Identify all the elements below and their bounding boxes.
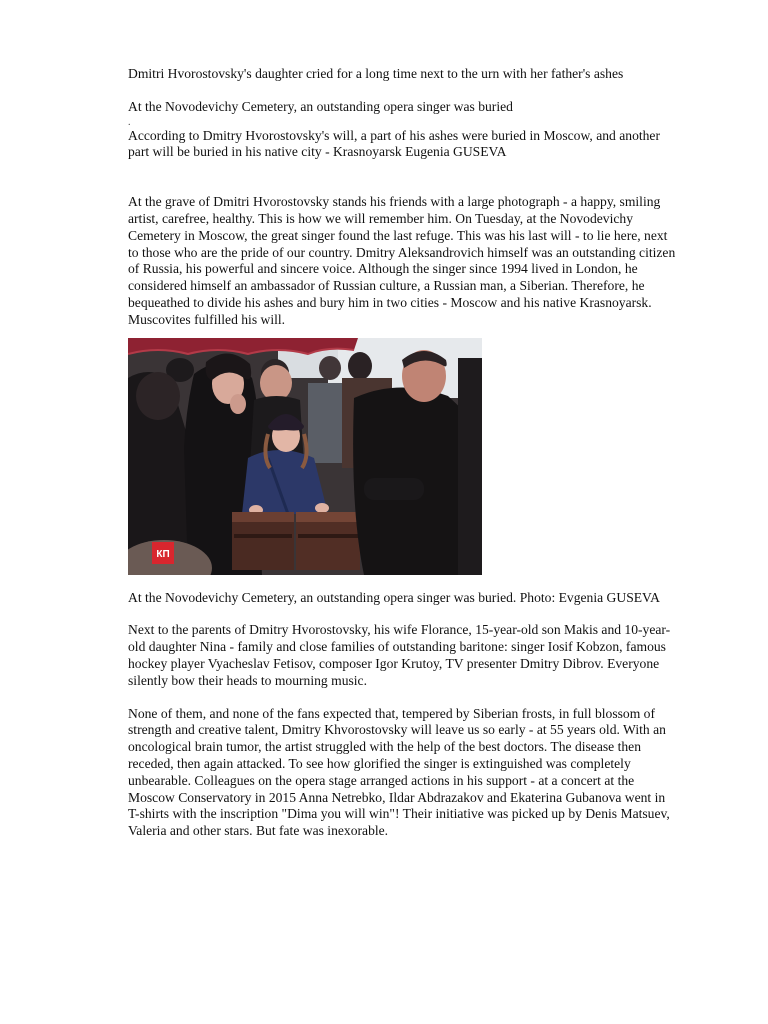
photo-caption: At the Novodevichy Cemetery, an outstanding opera singer was buried. Photo: Evgenia GUSEVA bbox=[128, 589, 660, 605]
funeral-photo bbox=[128, 338, 482, 575]
article-subheadline: At the Novodevichy Cemetery, an outstanding opera singer was buried bbox=[128, 98, 513, 114]
article-headline: Dmitri Hvorostovsky's daughter cried for a long time next to the urn with her father's ashes bbox=[128, 66, 624, 81]
article-lead: According to Dmitry Hvorostovsky's will, a part of his ashes were buried in Moscow, and another part will be buried in his native city - Krasnoyarsk Eugenia GUSEVA bbox=[128, 127, 660, 160]
funeral-photo-illustration bbox=[128, 338, 482, 575]
separator-dot: . bbox=[128, 116, 131, 128]
svg-text:КП: КП bbox=[156, 548, 170, 560]
kp-logo-icon bbox=[152, 542, 174, 564]
article-paragraph-1: At the grave of Dmitri Hvorostovsky stands his friends with a large photograph - a happy, smiling artist, carefree, healthy. This is how we will remember him. On Tuesday, at the Novodevichy Cemetery in Moscow, the great singer found the last refuge. This was his last will - to lie here, next to those who are the pride of our country. Dmitry Aleksandrovich himself was an outstanding citizen of Russia, his powerful and sincere voice. Although the singer since 1994 lived in London, he considered himself an ambassador of Russian culture, a Russian man, a Siberian. Therefore, he bequeathed to divide his ashes and bury him in two cities - Moscow and his native Krasnoyarsk. Muscovites fulfilled his will. bbox=[128, 194, 676, 327]
article bbox=[128, 66, 676, 840]
article-paragraph-3: None of them, and none of the fans expected that, tempered by Siberian frosts, in full blossom of strength and creative talent, Dmitry Khvorostovsky will leave us so early - at 55 years old. With an oncological brain tumor, the artist struggled with the help of the best doctors. The disease then receded, then again attacked. To see how glorified the singer is extinguished was completely unbearable. Colleagues on the opera stage arranged actions in his support - at a concert at the Moscow Conservatory in 2015 Anna Netrebko, Ildar Abdrazakov and Ekaterina Gubanova went in T-shirts with the inscription "Dima you will win"! Their initiative was picked up by Denis Matsuev, Valeria and other stars. But fate was inexorable. bbox=[128, 705, 670, 839]
article-paragraph-2: Next to the parents of Dmitry Hvorostovsky, his wife Florance, 15-year-old son Makis and 10-year-old daughter Nina - family and close families of outstanding baritone: singer Iosif Kobzon, famous hockey player Vyacheslav Fetisov, composer Igor Krutoy, TV presenter Dmitry Dibrov. Everyone silently bow their heads to mourning music. bbox=[128, 622, 671, 688]
